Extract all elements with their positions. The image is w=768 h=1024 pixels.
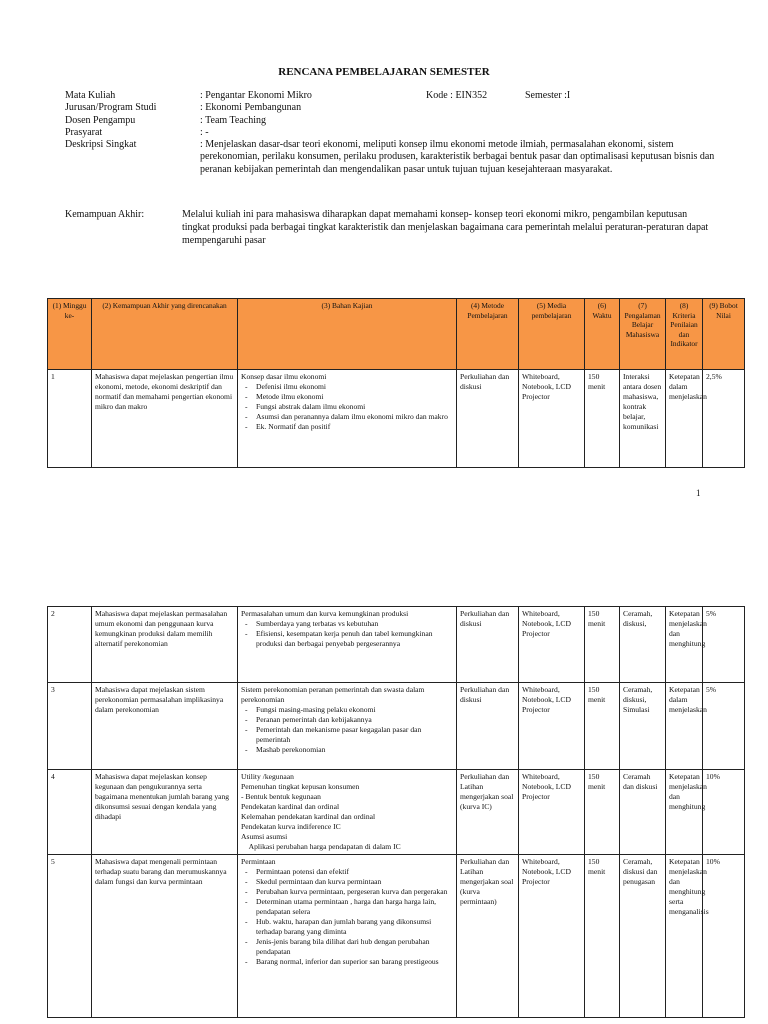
table-row (48, 855, 745, 1018)
final-ability-text: Melalui kuliah ini para mahasiswa diharapkan dapat memahami konsep- konsep teori ekonomi mikro, pengambilan keputusan tingkat produksi pada berbagai tingkat karakteristik dan menjelaskan bagaimana cara pemerintah melalui peraturan-peraturan dapat mempengaruhi pasar (182, 209, 709, 246)
material-heading: Konsep dasar ilmu ekonomi (241, 372, 327, 381)
material-line: Pendekatan kurva indiference IC (241, 822, 341, 831)
week-cell: 2 (48, 607, 92, 683)
week-cell: 5 (48, 855, 92, 1018)
table-row (48, 683, 745, 770)
material-item: - Perubahan kurva permintaan, pergeseran kurva dan pergerakan (256, 887, 453, 897)
description-value: : Menjelaskan dasar-dsar teori ekonomi, meliputi konsep ilmu ekonomi metode ilmiah, permasalahan ekonomi, sistem perekonomian, perilaku konsumen, perilaku produsen, karakteristik berbagai bentuk pasar dan optimalisasi keputusan bisnis dan peranan kebijakan pemerintah dan mengendalikan pasar untuk tujuan tujuan kesejahteraan masyarakat. (200, 139, 715, 175)
material-item: - Hub. waktu, harapan dan jumlah barang yang dikonsumsi terhadap barang yang diminta (256, 917, 453, 937)
material-line: Pemenuhan tingkat kepusan konsumen (241, 782, 360, 791)
lecturer-row (65, 115, 715, 127)
material-item: - Metode ilmu ekonomi (256, 392, 453, 402)
media-cell: Whiteboard, Notebook, LCD Projector (519, 683, 585, 770)
material-line: Aplikasi perubahan harga pendapatan di dalam IC (241, 842, 401, 851)
weight-cell: 5% (703, 607, 745, 683)
document-title: RENCANA PEMBELAJARAN SEMESTER (278, 66, 490, 78)
lecturer-value: : Team Teaching (200, 114, 266, 126)
description-label: Deskripsi Singkat (65, 139, 137, 151)
material-item: - Ek. Normatif dan positif (256, 422, 453, 432)
header-weight: (9) Bobot Nilai (703, 299, 745, 370)
learning-experience-cell: Ceramah dan diskusi (620, 770, 666, 855)
learning-experience-cell: Ceramah, diskusi, (620, 607, 666, 683)
assessment-criteria-cell: Ketepatan dalam menjelaskan (666, 370, 703, 468)
material-item: - Asumsi dan peranannya dalam ilmu ekonomi mikro dan makro (256, 412, 453, 422)
assessment-criteria-cell: Ketepatan menjelaskan dan menghitung (666, 770, 703, 855)
description-row (65, 139, 715, 176)
header-assessment-criteria: (8) Kriteria Penilaian dan Indikator (666, 299, 703, 370)
learning-experience-cell: Ceramah, diskusi dan penugasan (620, 855, 666, 1018)
material-item: - Jenis-jenis barang bila dilihat dari hub dengan perubahan pendapatan (256, 937, 453, 957)
material-list (241, 705, 453, 755)
material-item: - Mashab perekonomian (256, 745, 453, 755)
material-item: - Determinan utama permintaan , harga dan harga harga lain, pendapatan selera (256, 897, 453, 917)
method-cell: Perkuliahan dan Latihan mengerjakan soal (kurva IC) (457, 770, 519, 855)
header-learning-experience: (7) Pengalaman Belajar Mahasiswa (620, 299, 666, 370)
material-list (241, 382, 453, 432)
method-cell: Perkuliahan dan diskusi (457, 683, 519, 770)
table-header-row (48, 299, 745, 370)
material-item: - Defenisi ilmu ekonomi (256, 382, 453, 392)
header-week: (1) Minggu ke- (48, 299, 92, 370)
program-row (65, 102, 715, 114)
method-cell: Perkuliahan dan Latihan mengerjakan soal (kurva permintaan) (457, 855, 519, 1018)
assessment-criteria-cell: Ketepatan menjelaskan dan menghitung (666, 607, 703, 683)
material-item: - Efisiensi, kesempatan kerja penuh dan tabel kemungkinan produksi dan berbagai penyebab pergeserannya (256, 629, 453, 649)
material-line: Pendekatan kardinal dan ordinal (241, 802, 340, 811)
material-line: Kelemahan pendekatan kardinal dan ordinal (241, 812, 376, 821)
header-final-ability: (2) Kemampuan Akhir yang direncanakan (92, 299, 238, 370)
method-cell: Perkuliahan dan diskusi (457, 607, 519, 683)
media-cell: Whiteboard, Notebook, LCD Projector (519, 770, 585, 855)
final-ability-cell: Mahasiswa dapat mejelaskan konsep kegunaan dan pengukurannya serta bagaimana menentukan jumlah barang yang dikonsumsi sesuai dengan kendala yang dihadapi (92, 770, 238, 855)
course-code: Kode : EIN352 (426, 90, 488, 101)
material-heading: Sistem perekonomian peranan pemerintah dan swasta dalam perekonomian (241, 685, 425, 704)
material-line: Utility /kegunaan (241, 772, 294, 781)
study-material-cell (238, 370, 457, 468)
assessment-criteria-cell: Ketepatan menjelaskan dan menghitung serta menganalisis (666, 855, 703, 1018)
program-value: : Ekonomi Pembangunan (200, 102, 302, 114)
material-heading: Permintaan (241, 857, 276, 866)
course-row (65, 90, 715, 102)
plan-table (47, 298, 745, 468)
study-material-cell (238, 770, 457, 855)
material-item: - Barang normal, inferior dan superior san barang prestigeous (256, 957, 453, 967)
material-item: - Fungsi abstrak dalam ilmu ekonomi (256, 402, 453, 412)
method-cell: Perkuliahan dan diskusi (457, 370, 519, 468)
final-ability-cell: Mahasiswa dapat mejelaskan permasalahan umum ekonomi dan penggunaan kurva kemungkinan produksi dalam memilih alternatif perekonomian (92, 607, 238, 683)
material-item: - Permintaan potensi dan efektif (256, 867, 453, 877)
weight-cell: 10% (703, 855, 745, 1018)
course-label: Mata Kuliah (65, 90, 116, 101)
lecturer-label: Dosen Pengampu (65, 114, 136, 126)
plan-table-continued (47, 606, 745, 1018)
semester: Semester :I (525, 90, 571, 101)
final-ability-cell: Mahasiswa dapat mejelaskan sistem perekonomian permasalahan implikasinya dalam perekonomian (92, 683, 238, 770)
header-study-material: (3) Bahan Kajian (238, 299, 457, 370)
material-item: - Pemerintah dan mekanisme pasar kegagalan pasar dan pemerintah (256, 725, 453, 745)
header-time: (6) Waktu (585, 299, 620, 370)
week-cell: 4 (48, 770, 92, 855)
weight-cell: 5% (703, 683, 745, 770)
material-item: - Sumberdaya yang terbatas vs kebutuhan (256, 619, 453, 629)
week-cell: 3 (48, 683, 92, 770)
final-ability (65, 208, 710, 247)
final-ability-label: Kemampuan Akhir: (65, 209, 145, 220)
material-list (241, 619, 453, 649)
time-cell: 150 menit (585, 370, 620, 468)
time-cell: 150 menit (585, 607, 620, 683)
course-info (65, 90, 715, 176)
material-item: - Skedul permintaan dan kurva permintaan (256, 877, 453, 887)
material-line: - Bentuk bentuk kegunaan (241, 792, 321, 801)
header-method: (4) Metode Pembelajaran (457, 299, 519, 370)
time-cell: 150 menit (585, 683, 620, 770)
time-cell: 150 menit (585, 855, 620, 1018)
final-ability-cell: Mahasiswa dapat mengenali permintaan terhadap suatu barang dan merumuskannya dalam fungsi dan kurva permintaan (92, 855, 238, 1018)
media-cell: Whiteboard, Notebook, LCD Projector (519, 370, 585, 468)
material-line: Asumsi asumsi (241, 832, 288, 841)
weight-cell: 10% (703, 770, 745, 855)
media-cell: Whiteboard, Notebook, LCD Projector (519, 607, 585, 683)
weight-cell: 2,5% (703, 370, 745, 468)
table-row (48, 770, 745, 855)
table-row (48, 607, 745, 683)
course-value: : Pengantar Ekonomi Mikro (200, 90, 312, 101)
prerequisite-label: Prasyarat (65, 126, 103, 138)
time-cell: 150 menit (585, 770, 620, 855)
learning-experience-cell: Ceramah, diskusi, Simulasi (620, 683, 666, 770)
media-cell: Whiteboard, Notebook, LCD Projector (519, 855, 585, 1018)
study-material-cell (238, 855, 457, 1018)
final-ability-cell: Mahasiswa dapat mejelaskan pengertian ilmu ekonomi, metode, ekonomi deskriptif dan normatif dan memahami pengertian ekonomi mikro dan makro (92, 370, 238, 468)
material-list (241, 867, 453, 967)
material-heading: Permasalahan umum dan kurva kemungkinan produksi (241, 609, 409, 618)
assessment-criteria-cell: Ketepatan dalam menjelaskan (666, 683, 703, 770)
prerequisite-value: : - (200, 126, 209, 138)
learning-experience-cell: Interaksi antara dosen mahasiswa, kontrak belajar, komunikasi (620, 370, 666, 468)
material-item: - Peranan pemerintah dan kebijakannya (256, 715, 453, 725)
header-media: (5) Media pembelajaran (519, 299, 585, 370)
week-cell: 1 (48, 370, 92, 468)
prerequisite-row (65, 127, 715, 139)
material-item: - Fungsi masing-masing pelaku ekonomi (256, 705, 453, 715)
study-material-cell (238, 683, 457, 770)
program-label: Jurusan/Program Studi (65, 102, 157, 114)
study-material-cell (238, 607, 457, 683)
table-row (48, 370, 745, 468)
page-number: 1 (696, 488, 701, 498)
